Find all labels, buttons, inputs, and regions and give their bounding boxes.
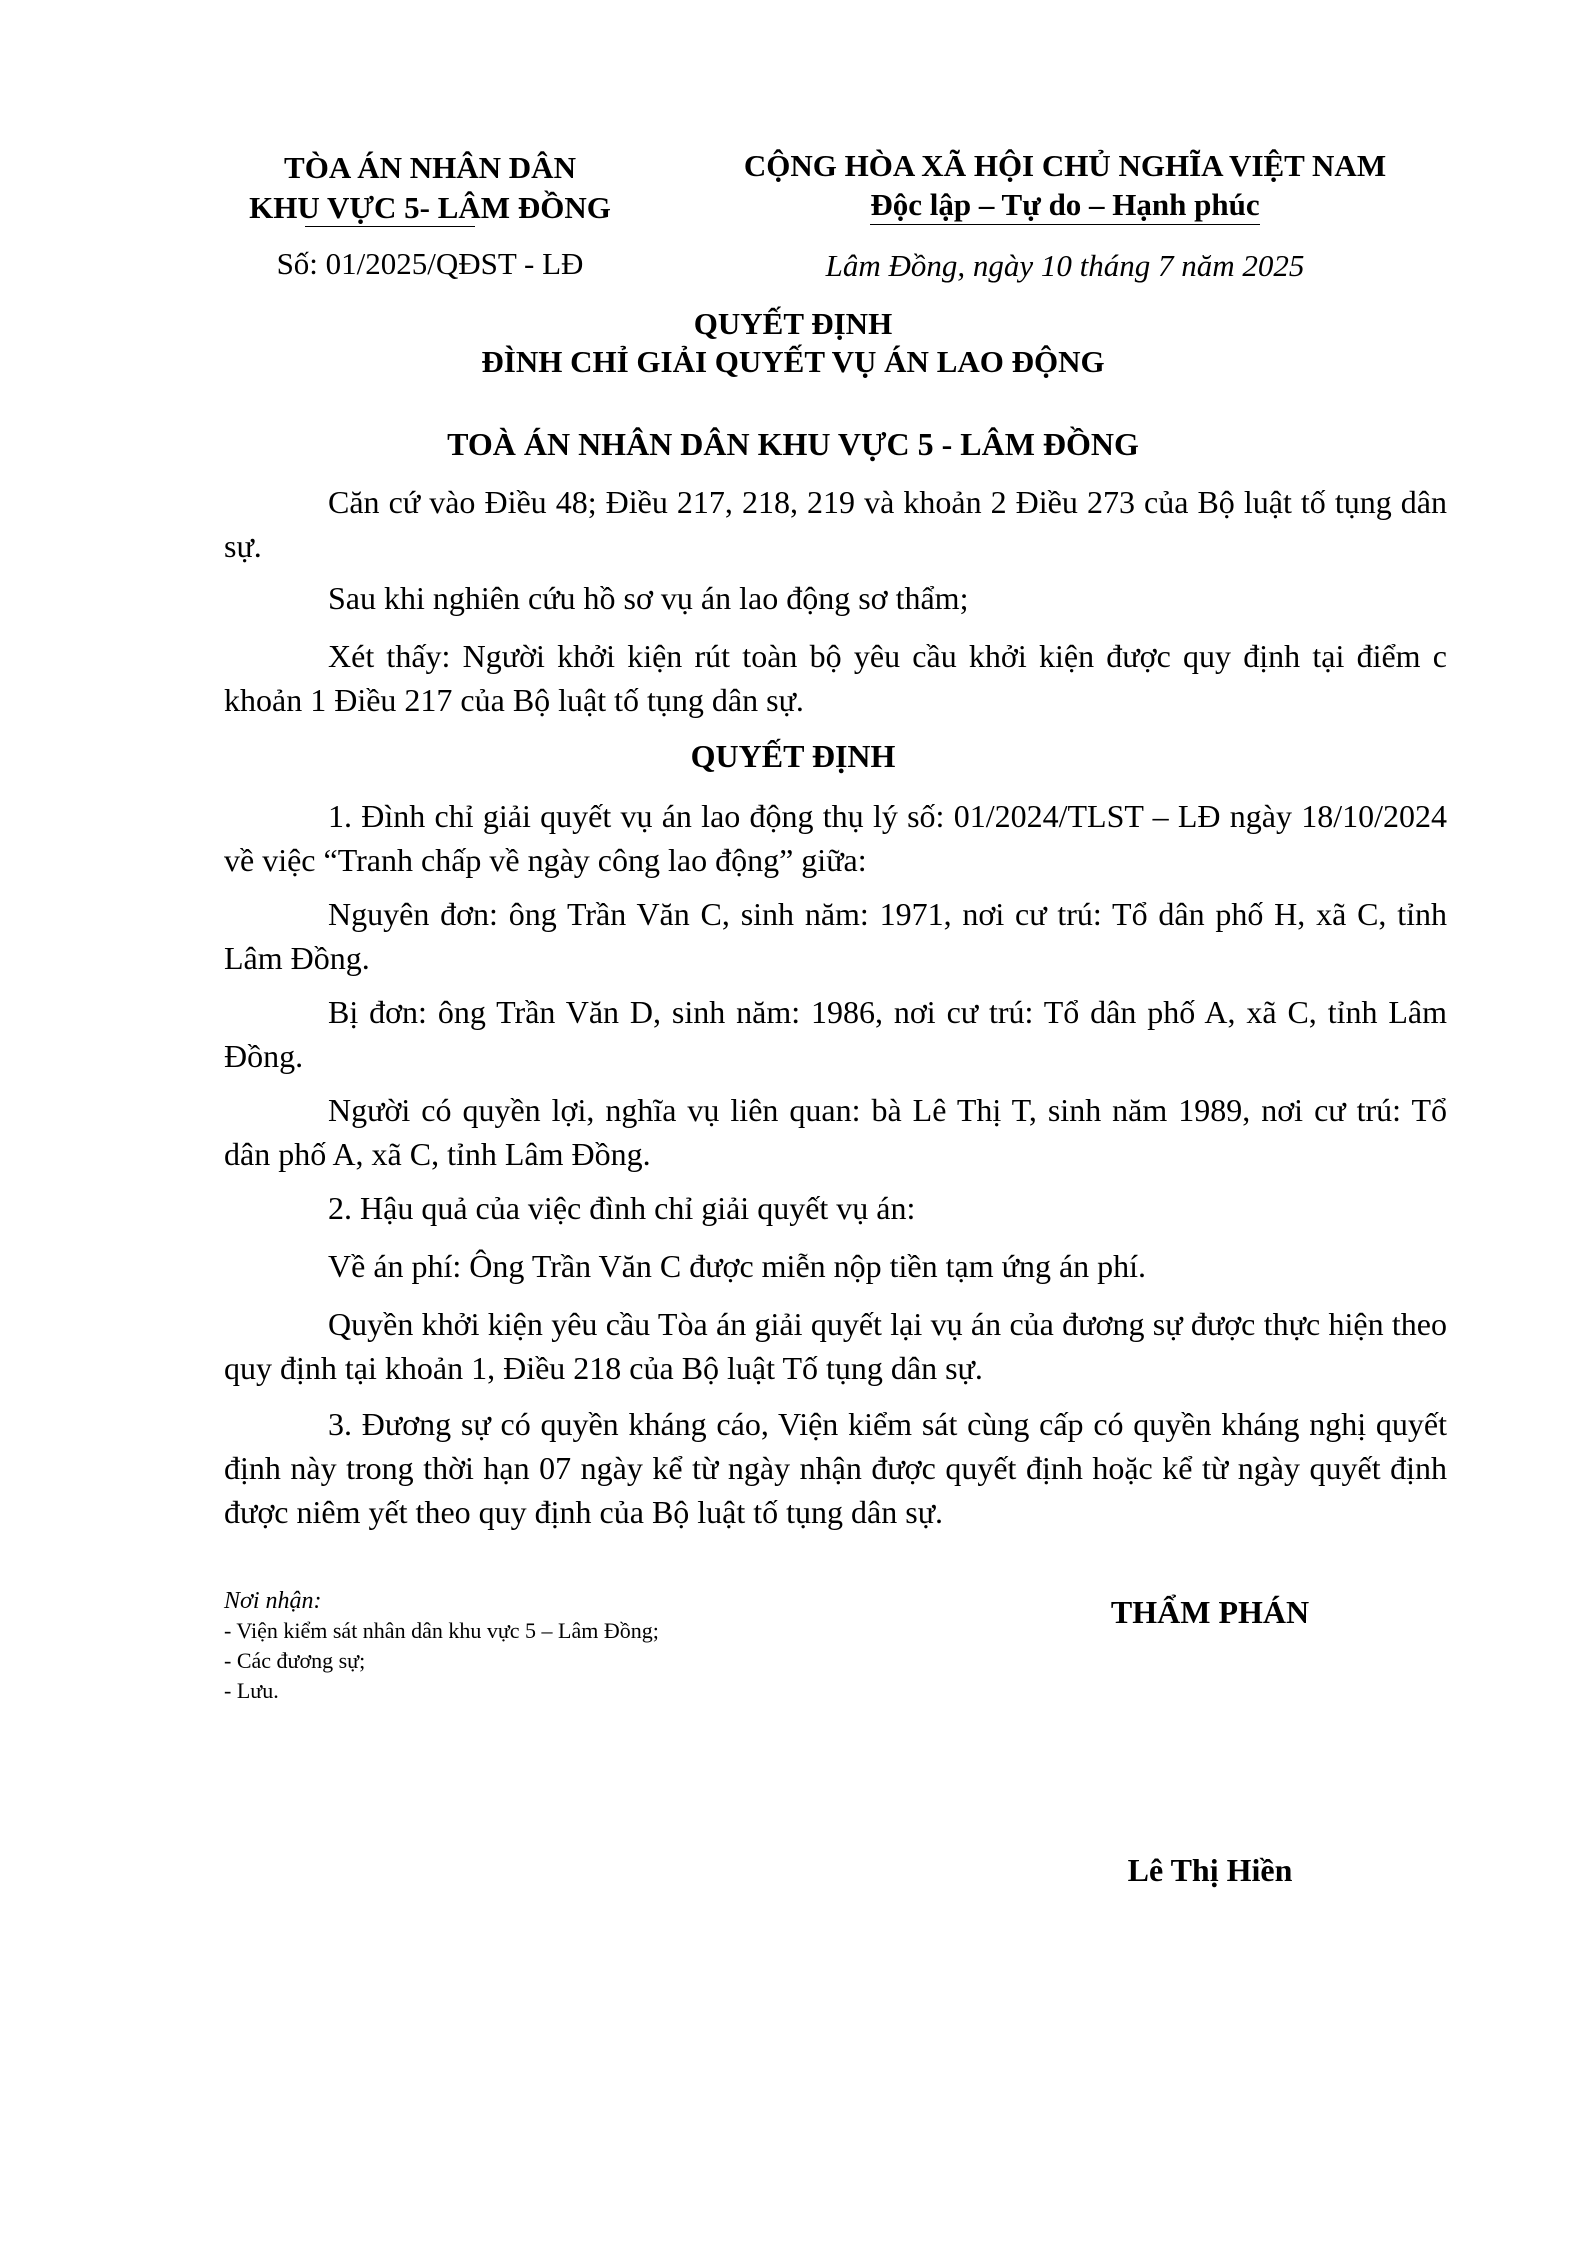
defendant-paragraph: Bị đơn: ông Trần Văn D, sinh năm: 1986, nơi cư trú: Tổ dân phố A, xã C, tỉnh Lâm Đồng. — [224, 994, 1447, 1074]
recipient-item: - Các đương sự; — [224, 1648, 366, 1673]
court-underline — [305, 226, 475, 227]
recipient-item: - Lưu. — [224, 1678, 279, 1703]
legal-basis-paragraph: Căn cứ vào Điều 48; Điều 217, 218, 219 và khoản 2 Điều 273 của Bộ luật tố tụng dân sự. — [224, 484, 1447, 564]
document-title: QUYẾT ĐỊNH — [693, 306, 893, 341]
document-number: Số: 01/2025/QĐST - LĐ — [276, 246, 584, 281]
court-name-line2: KHU VỰC 5- LÂM ĐỒNG — [249, 190, 611, 225]
recipient-item: - Viện kiểm sát nhân dân khu vực 5 – Lâm Đồng; — [224, 1618, 659, 1643]
court-fee-paragraph: Về án phí: Ông Trần Văn C được miễn nộp tiền tạm ứng án phí. — [328, 1248, 1147, 1284]
court-name-line1: TÒA ÁN NHÂN DÂN — [284, 150, 576, 185]
place-date: Lâm Đồng, ngày 10 tháng 7 năm 2025 — [825, 248, 1305, 283]
decision-item-2: 2. Hậu quả của việc đình chỉ giải quyết vụ án: — [328, 1190, 916, 1226]
decision-item-1: 1. Đình chỉ giải quyết vụ án lao động thụ lý số: 01/2024/TLST – LĐ ngày 18/10/2024 về việc “Tranh chấp về ngày công lao động” giữa: — [224, 798, 1447, 878]
decision-item-3: 3. Đương sự có quyền kháng cáo, Viện kiểm sát cùng cấp có quyền kháng nghị quyết định này trong thời hạn 07 ngày kể từ ngày nhận được quyết định hoặc kể từ ngày quyết định được niêm yết theo quy định của Bộ luật tố tụng dân sự. — [224, 1406, 1447, 1530]
consideration-paragraph: Xét thấy: Người khởi kiện rút toàn bộ yêu cầu khởi kiện được quy định tại điểm c khoản 1 Điều 217 của Bộ luật tố tụng dân sự. — [224, 638, 1447, 718]
national-motto: Độc lập – Tự do – Hạnh phúc — [870, 188, 1259, 225]
judge-title: THẨM PHÁN — [1110, 1594, 1310, 1630]
recipients-block: Nơi nhận: - Viện kiểm sát nhân dân khu vực 5 – Lâm Đồng; - Các đương sự; - Lưu. — [224, 1586, 659, 1706]
review-paragraph: Sau khi nghiên cứu hồ sơ vụ án lao động sơ thẩm; — [328, 580, 969, 616]
motto-wrap — [680, 188, 1450, 225]
right-to-sue-paragraph: Quyền khởi kiện yêu cầu Tòa án giải quyết lại vụ án của đương sự được thực hiện theo quy định tại khoản 1, Điều 218 của Bộ luật Tố tụng dân sự. — [224, 1306, 1447, 1386]
decision-heading: QUYẾT ĐỊNH — [690, 738, 896, 774]
issuing-court: TOÀ ÁN NHÂN DÂN KHU VỰC 5 - LÂM ĐỒNG — [447, 426, 1139, 462]
recipients-label: Nơi nhận — [224, 1588, 314, 1614]
document-subtitle: ĐÌNH CHỈ GIẢI QUYẾT VỤ ÁN LAO ĐỘNG — [481, 344, 1105, 379]
national-title: CỘNG HÒA XÃ HỘI CHỦ NGHĨA VIỆT NAM — [743, 148, 1387, 183]
related-party-paragraph: Người có quyền lợi, nghĩa vụ liên quan: bà Lê Thị T, sinh năm 1989, nơi cư trú: Tổ dân phố A, xã C, tỉnh Lâm Đồng. — [224, 1092, 1447, 1172]
plaintiff-paragraph: Nguyên đơn: ông Trần Văn C, sinh năm: 1971, nơi cư trú: Tổ dân phố H, xã C, tỉnh Lâm Đồng. — [224, 896, 1447, 976]
judge-name: Lê Thị Hiền — [1127, 1852, 1293, 1888]
